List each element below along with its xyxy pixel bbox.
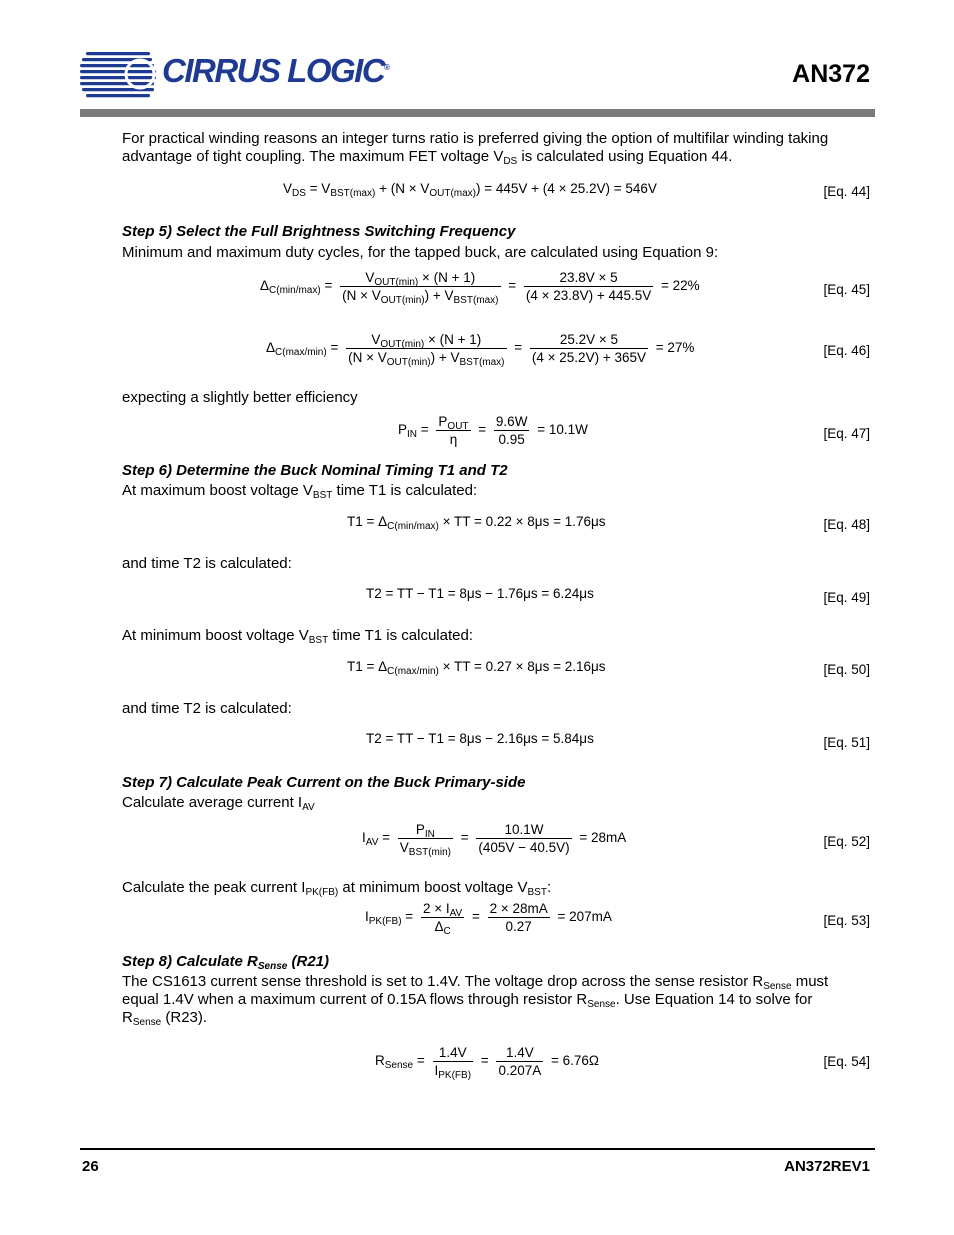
eq54-fraction-1: $\frac{1.4V}{I_{PK(FB)}}$ xyxy=(434,1045,472,1081)
equation-49: T2 = TT − T1 = 8μs − 1.76μs = 6.24μs xyxy=(366,586,594,601)
step-6-text xyxy=(122,482,874,500)
equation-52: $I_{AV}$ = $\frac{P_{IN}}{V_{BST(min)}}$ = $\frac{10.1W}{(405V - 40.5V)}$ = 28mA xyxy=(362,822,627,858)
step-6-text-a: At maximum boost voltage V xyxy=(122,482,313,499)
step-8-line-1: The CS1613 current sense threshold is set to 1.4V. The voltage drop across the sense resistor R xyxy=(122,973,764,990)
document-revision: AN372REV1 xyxy=(784,1158,870,1175)
page-number: 26 xyxy=(82,1158,99,1175)
intro-line-2-end: is calculated using Equation 44. xyxy=(517,148,733,165)
eq47-fraction-1: $\frac{P_{OUT}}{\eta}$ xyxy=(438,414,469,447)
header-rule xyxy=(80,109,875,117)
eq47-fraction-2: $\frac{9.6W}{0.95}$ xyxy=(495,414,528,447)
equation-45-label: [Eq. 45] xyxy=(823,282,870,297)
footer-rule xyxy=(80,1148,875,1150)
equation-47-label: [Eq. 47] xyxy=(823,426,870,441)
eq46-fraction-2: $\frac{25.2V \times 5}{(4 \times 25.2V) + 365V}$ xyxy=(531,332,646,365)
efficiency-text: expecting a slightly better efficiency xyxy=(122,389,358,406)
equation-49-label: [Eq. 49] xyxy=(823,590,870,605)
peak-current-text xyxy=(122,879,874,897)
step-8-heading-b: (R21) xyxy=(287,953,330,970)
step-5-heading: Step 5) Select the Full Brightness Switching Frequency xyxy=(122,223,516,240)
peak-text-b: at minimum boost voltage V xyxy=(338,879,528,896)
equation-47: $P_{IN}$ = $\frac{P_{OUT}}{\eta}$ = $\frac{9.6W}{0.95}$ = 10.1W xyxy=(398,414,588,447)
intro-sub: DS xyxy=(503,156,518,167)
eq53-fraction-1: $\frac{2 \times I_{AV}}{\Delta_C}$ xyxy=(422,901,463,937)
step-8-text xyxy=(122,973,874,1027)
equation-53: $I_{PK(FB)}$ = $\frac{2 \times I_{AV}}{\Delta_C}$ = $\frac{2 \times 28mA}{0.27}$ = 207mA xyxy=(365,901,612,937)
step-8-line-3-sub: Sense xyxy=(132,1017,162,1028)
eq45-fraction-2: $\frac{23.8V \times 5}{(4 \times 23.8V) + 445.5V}$ xyxy=(525,270,652,303)
logo-wordmark: CIRRUS LOGIC xyxy=(162,52,385,89)
peak-sub-1: PK(FB) xyxy=(305,887,339,898)
eq52-fraction-1: $\frac{P_{IN}}{V_{BST(min)}}$ xyxy=(399,822,452,858)
equation-46-label: [Eq. 46] xyxy=(823,343,870,358)
eq53-fraction-2: $\frac{2 \times 28mA}{0.27}$ xyxy=(489,901,548,934)
peak-sub-2: BST xyxy=(527,887,547,898)
step-8-line-1-end: must xyxy=(791,973,829,990)
step-8-line-1-sub: Sense xyxy=(763,981,792,992)
intro-paragraph xyxy=(122,130,874,166)
peak-text-a: Calculate the peak current I xyxy=(122,879,306,896)
min-boost-text-a: At minimum boost voltage V xyxy=(122,627,309,644)
equation-50-label: [Eq. 50] xyxy=(823,662,870,677)
min-boost-text-b: time T1 is calculated: xyxy=(328,627,473,644)
intro-line-2: advantage of tight coupling. The maximum FET voltage V xyxy=(122,148,504,165)
step-6-sub: BST xyxy=(312,490,333,501)
equation-48-label: [Eq. 48] xyxy=(823,517,870,532)
eq54-fraction-2: $\frac{1.4V}{0.207A}$ xyxy=(498,1045,542,1078)
equation-48: $T1 = \Delta_{C(min/max)}$ × TT = 0.22 × 8μs = 1.76μs xyxy=(347,514,606,532)
t2-text-1: and time T2 is calculated: xyxy=(122,555,292,572)
eq52-fraction-2: $\frac{10.1W}{(405V - 40.5V)}$ xyxy=(478,822,570,855)
step-6-heading: Step 6) Determine the Buck Nominal Timing T1 and T2 xyxy=(122,462,508,479)
step-6-text-b: time T1 is calculated: xyxy=(332,482,478,499)
logo-swoosh-icon xyxy=(80,46,166,106)
peak-text-c: : xyxy=(546,879,552,896)
equation-44: $V_{DS} = V_{BST(max)} + (N \times V_{OUT(max)}) = 445V + (4 \times 25.2V) = 546V$ xyxy=(283,181,657,199)
step-8-line-2: equal 1.4V when a maximum current of 0.15A flows through resistor R xyxy=(122,991,588,1008)
equation-53-label: [Eq. 53] xyxy=(823,913,870,928)
equation-46: $\Delta_{C(max/min)}$ = $\frac{V_{OUT(min)} \times (N + 1)}{(N \times V_{OUT(min)}) + V_{BST(max)}}$ = $\frac{25.2V \times 5}{(4 \times 25.2V) + 365V}$ = 27% xyxy=(266,332,695,368)
document-id: AN372 xyxy=(792,60,870,88)
step-7-heading: Step 7) Calculate Peak Current on the Buck Primary-side xyxy=(122,774,526,791)
equation-54-label: [Eq. 54] xyxy=(823,1054,870,1069)
step-5-text: Minimum and maximum duty cycles, for the tapped buck, are calculated using Equation 9: xyxy=(122,244,719,261)
equation-50: $T1 = \Delta_{C(max/min)}$ × TT = 0.27 × 8μs = 2.16μs xyxy=(347,659,606,677)
step-8-line-3: R xyxy=(122,1009,133,1026)
cirrus-logic-logo xyxy=(80,46,389,106)
step-8-heading-a: Step 8) Calculate R xyxy=(122,953,258,970)
equation-44-label: [Eq. 44] xyxy=(823,184,870,199)
step-8-heading-sub: Sense xyxy=(257,961,288,972)
step-7-sub: AV xyxy=(302,802,315,813)
equation-52-label: [Eq. 52] xyxy=(823,834,870,849)
equation-51: T2 = TT − T1 = 8μs − 2.16μs = 5.84μs xyxy=(366,731,594,746)
min-boost-text xyxy=(122,627,874,645)
t2-text-2: and time T2 is calculated: xyxy=(122,700,292,717)
min-boost-sub: BST xyxy=(308,635,329,646)
equation-51-label: [Eq. 51] xyxy=(823,735,870,750)
step-8-line-2-sub: Sense xyxy=(587,999,616,1010)
step-8-line-2-end: . Use Equation 14 to solve for xyxy=(615,991,813,1008)
step-7-text-a: Calculate average current I xyxy=(122,794,303,811)
equation-45: $\Delta_{C(min/max)}$ = $\frac{V_{OUT(min)} \times (N + 1)}{(N \times V_{OUT(min)}) + V_{BST(max)}}$ = $\frac{23.8V \times 5}{(4 \times 23.8V) + 445.5V}$ = 22% xyxy=(260,270,700,306)
equation-54: $R_{Sense}$ = $\frac{1.4V}{I_{PK(FB)}}$ = $\frac{1.4V}{0.207A}$ = 6.76Ω xyxy=(375,1045,599,1081)
step-8-heading xyxy=(122,953,329,970)
step-8-line-3-end: (R23). xyxy=(161,1009,208,1026)
eq46-fraction-1: $\frac{V_{OUT(min)} \times (N + 1)}{(N \times V_{OUT(min)}) + V_{BST(max)}}$ xyxy=(348,332,505,368)
step-7-text xyxy=(122,794,874,812)
eq45-fraction-1: $\frac{V_{OUT(min)} \times (N + 1)}{(N \times V_{OUT(min)}) + V_{BST(max)}}$ xyxy=(342,270,499,306)
registered-mark: ® xyxy=(384,63,389,72)
intro-line-1: For practical winding reasons an integer turns ratio is preferred giving the option of multifilar winding taking xyxy=(122,130,829,147)
